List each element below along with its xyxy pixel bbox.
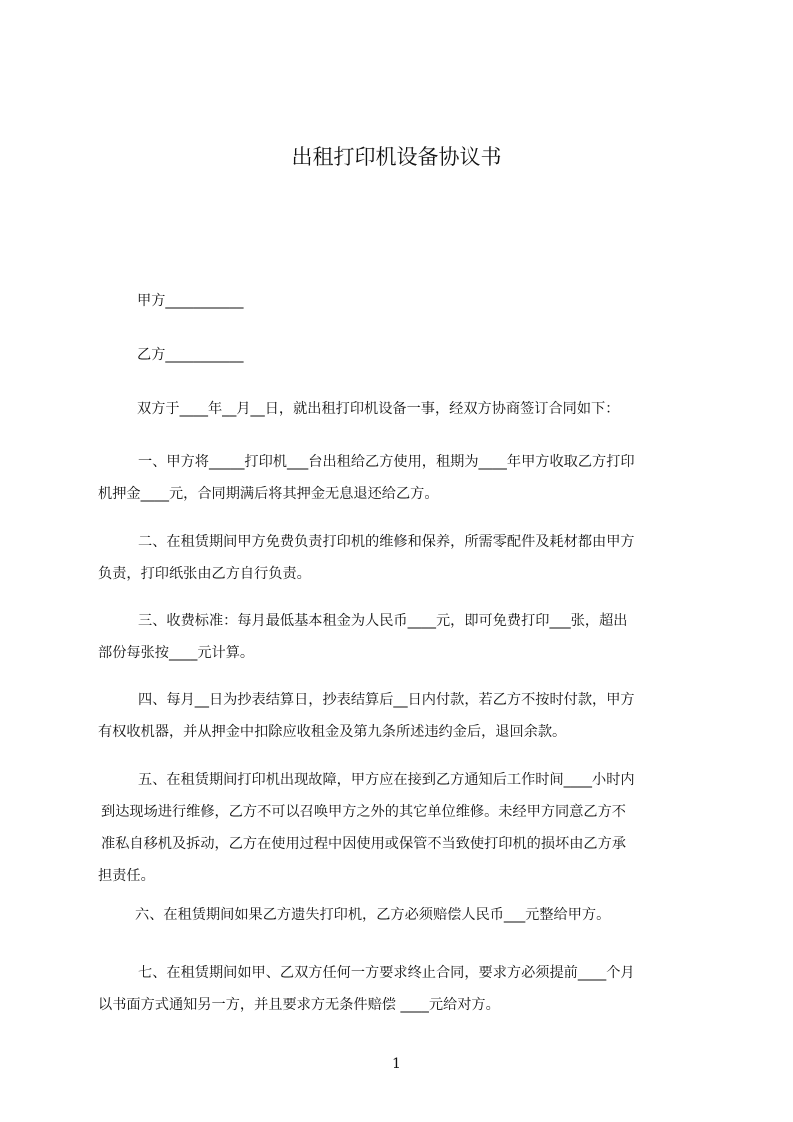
clause-5-line-1: 五、在租赁期间打印机出现故障，甲方应在接到乙方通知后工作时间____小时内: [138, 772, 635, 788]
clause-4-line-2: 有权收机器，并从押金中扣除应收租金及第九条所述违约金后，退回余款。: [98, 724, 567, 740]
clause-6-line-1: 六、在租赁期间如果乙方遗失打印机，乙方必须赔偿人民币___元整给甲方。: [135, 907, 611, 923]
clause-7: [98, 957, 710, 1021]
clause-3: [98, 605, 710, 669]
clause-1: [98, 446, 710, 510]
clause-7-line-2: 以书面方式通知另一方，并且要求方无条件赔偿 ____元给对方。: [98, 997, 500, 1013]
clause-3-line-2: 部份每张按____元计算。: [98, 645, 255, 661]
clause-2-line-1: 二、在租赁期间甲方免费负责打印机的维修和保养，所需零配件及耗材都由甲方: [138, 534, 635, 550]
clause-2: [98, 526, 710, 590]
clause-3-line-1: 三、收费标准：每月最低基本租金为人民币____元，即可免费打印___张，超出: [138, 613, 628, 629]
document-title: 出租打印机设备协议书: [291, 145, 502, 169]
clause-5-line-4: 担责任。: [98, 868, 155, 884]
clause-5: [98, 764, 710, 892]
clause-7-line-1: 七、在租赁期间如甲、乙双方任何一方要求终止合同，要求方必须提前____个月: [138, 965, 635, 981]
clause-6: [98, 899, 710, 931]
clause-2-line-2: 负责，打印纸张由乙方自行负责。: [98, 566, 311, 582]
clause-5-line-3: 准私自移机及拆动，乙方在使用过程中因使用或保管不当致使打印机的损坏由乙方承: [101, 836, 626, 852]
party-a-line: 甲方___________: [137, 293, 244, 309]
party-b-line: 乙方___________: [137, 347, 244, 363]
clause-1-line-2: 机押金____元，合同期满后将其押金无息退还给乙方。: [98, 486, 439, 502]
intro-paragraph: 双方于____年__月__日，就出租打印机设备一事，经双方协商签订合同如下：: [137, 401, 620, 417]
clause-4: [98, 684, 710, 748]
clause-1-line-1: 一、甲方将_____打印机___台出租给乙方使用，租期为____年甲方收取乙方打印: [138, 454, 635, 470]
clause-4-line-1: 四、每月__日为抄表结算日，抄表结算后__日内付款，若乙方不按时付款，甲方: [138, 692, 635, 708]
page-number: 1: [392, 1056, 401, 1072]
clause-5-line-2: 到达现场进行维修，乙方不可以召唤甲方之外的其它单位维修。未经甲方同意乙方不: [101, 804, 626, 820]
